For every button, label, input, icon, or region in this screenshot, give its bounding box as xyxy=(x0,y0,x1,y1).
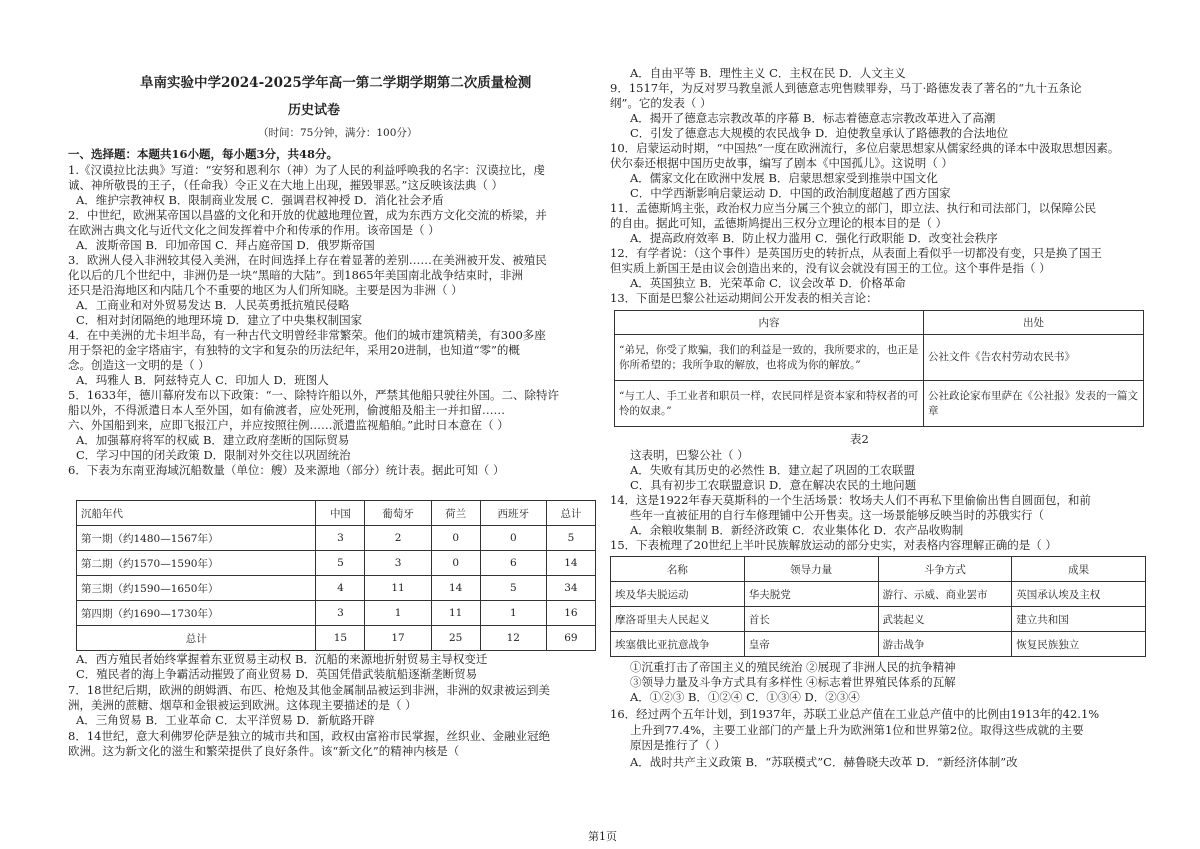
table-cell: 34 xyxy=(546,576,595,601)
text-line: 6．下表为东南亚海域沉船数量（单位：艘）及来源地（部分）统计表。据此可知（ ） xyxy=(68,463,505,477)
table-cell: 第四期（约1690—1730年） xyxy=(77,601,316,626)
table-row xyxy=(615,335,1144,381)
text-line: 但实质上新国王是由议会创造出来的，没有议会就没有国王的工位。这个事件是指（ ） xyxy=(610,261,1051,275)
text-line: 这表明，巴黎公社（ ） xyxy=(630,448,749,462)
text-line: C．中学西渐影响启蒙运动 D．中国的政治制度超越了西方国家 xyxy=(630,186,951,200)
table-header-cell: 总计 xyxy=(546,501,595,526)
text-line: 船以外，不得派遣日本人至外国，如有偷渡者，应处死刑，偷渡船及船主一并扣留…… xyxy=(68,403,505,417)
table-row xyxy=(77,576,596,601)
text-line: A．西方殖民者始终掌握着东亚贸易主动权 B．沉船的来源地折射贸易主导权变迁 xyxy=(76,652,488,666)
text-line: 欧洲。这为新文化的滋生和繁荣提供了良好条件。该“新文化”的精神内核是（ xyxy=(68,744,460,758)
table-header-cell: 斗争方式 xyxy=(878,557,1012,582)
page-number: 第1页 xyxy=(588,830,617,843)
table-cell: 恢复民族独立 xyxy=(1012,632,1146,657)
table-cell: 公社政论家布里萨在《公社报》发表的一篇文章 xyxy=(924,381,1144,427)
text-line: 1.《汉谟拉比法典》写道：“安努和恩利尔（神）为了人民的利益呼唤我的名字：汉谟拉比，虔 xyxy=(68,163,545,177)
text-line: A．提高政府效率 B．防止权力滥用 C．强化行政职能 D．改变社会秩序 xyxy=(630,231,998,245)
table-cell: 5 xyxy=(316,551,365,576)
text-line: 5．1633年，德川幕府发布以下政策：“一、除特许船以外，严禁其他船只驶往外国。二、除特许 xyxy=(68,388,559,402)
text-line: A．儒家文化在欧洲中发展 B．启蒙思想家受到推崇中国文化 xyxy=(630,171,938,185)
table-cell: 1 xyxy=(480,601,546,626)
text-line: 4．在中美洲的尤卡坦半岛，有一种古代文明曾经非常繁荣。他们的城市建筑精美，有300多座 xyxy=(68,328,546,342)
text-line: 14．这是1922年春天莫斯科的一个生活场景：牧场夫人们不再私下里偷偷出售自圆面包，和前 xyxy=(610,493,1091,507)
table-cell: 17 xyxy=(365,626,431,651)
text-line: A．失败有其历史的必然性 B．建立起了巩固的工农联盟 xyxy=(630,463,915,477)
table-caption: 表2 xyxy=(850,432,869,446)
table-header-row xyxy=(77,501,596,526)
table-header-cell: 成果 xyxy=(1012,557,1146,582)
text-line: 11．孟德斯鸠主张，政治权力应当分属三个独立的部门，即立法、执行和司法部门，以保障公民 xyxy=(610,201,1097,215)
text-line: 的自由。据此可知，孟德斯鸠提出三权分立理论的根本目的是（ ） xyxy=(610,216,948,230)
table-row xyxy=(611,607,1146,632)
text-line: C．引发了德意志大规模的农民战争 D．迫使教皇承认了路德教的合法地位 xyxy=(630,126,1009,140)
table-cell: 15 xyxy=(316,626,365,651)
text-line: 16．经过两个五年计划，到1937年，苏联工业总产值在工业总产值中的比例由1913年的42.1% xyxy=(610,707,1100,721)
table-cell: 3 xyxy=(365,551,431,576)
text-line: 15．下表梳理了20世纪上半叶民族解放运动的部分史实，对表格内容理解正确的是（ ） xyxy=(610,538,1057,552)
text-line: A．维护宗教神权 B．限制商业发展 C．强调君权神授 D．消化社会矛盾 xyxy=(76,193,444,207)
table-total-row xyxy=(77,626,596,651)
table-header-cell: 出处 xyxy=(924,311,1144,335)
text-line: 在欧洲古典文化与近代文化之间发挥着中介和传承的作用。该帝国是（ ） xyxy=(68,223,440,237)
text-line: 8．14世纪，意大利佛罗伦萨是独立的城市共和国，政权由富裕市民掌握，丝织业、金融业冠绝 xyxy=(68,729,550,743)
table-cell: 16 xyxy=(546,601,595,626)
table-row xyxy=(611,632,1146,657)
table-cell: 1 xyxy=(365,601,431,626)
table-cell: 总计 xyxy=(77,626,316,651)
text-line: A．波斯帝国 B．印加帝国 C．拜占庭帝国 D．俄罗斯帝国 xyxy=(76,238,375,252)
text-line: 纲”。它的发表（ ） xyxy=(610,96,712,110)
text-line: 上升到77.4%，主要工业部门的产量上升为欧洲第1位和世界第2位。取得这些成就的主要 xyxy=(630,723,1084,737)
text-line: 六、外国船到来，应即飞报江户，并应按照往例……派遣监视船舶。”此时日本意在（ ） xyxy=(68,418,509,432)
table-cell: 14 xyxy=(546,551,595,576)
table-cell: 第二期（约1570—1590年） xyxy=(77,551,316,576)
table-header-row xyxy=(611,557,1146,582)
text-line: 些年一直被征用的自行车修理铺中公开售卖。这一场景能够反映当时的苏俄实行（ xyxy=(630,508,1044,522)
table-cell: 公社文件《告农村劳动农民书》 xyxy=(924,335,1144,381)
table-cell: 3 xyxy=(316,526,365,551)
text-line: A．揭开了德意志宗教改革的序幕 B．标志着德意志宗教改革进入了高潮 xyxy=(630,111,996,125)
table-cell: 2 xyxy=(365,526,431,551)
table-cell: 游击战争 xyxy=(878,632,1012,657)
table-cell: 埃塞俄比亚抗意战争 xyxy=(611,632,745,657)
table-cell: 0 xyxy=(431,551,480,576)
text-line: 伏尔泰还根据中国历史故事，编写了剧本《中国孤儿》。这说明（ ） xyxy=(610,156,953,170)
table-cell: 英国承认埃及主权 xyxy=(1012,582,1146,607)
text-line: C．具有初步工农联盟意识 D．意在解决农民的土地问题 xyxy=(630,478,917,492)
table-cell: 建立共和国 xyxy=(1012,607,1146,632)
text-line: 还只是沿海地区和内陆几个不重要的地区为人们所知晓。主要是因为非洲（ ） xyxy=(68,283,463,297)
text-line: 2．中世纪，欧洲某帝国以昌盛的文化和开放的优越地理位置，成为东西方文化交流的桥梁，并 xyxy=(68,208,547,222)
text-line: ③领导力量及斗争方式具有多样性 ④标志着世界殖民体系的瓦解 xyxy=(630,675,956,689)
table-cell: 5 xyxy=(480,576,546,601)
table-cell: 0 xyxy=(431,526,480,551)
shipwreck-table xyxy=(76,500,596,651)
table-cell: 首长 xyxy=(744,607,878,632)
text-line: A．加强幕府将军的权威 B．建立政府垄断的国际贸易 xyxy=(76,433,350,447)
table-cell: 皇帝 xyxy=(744,632,878,657)
text-line: 用于祭祀的金字塔庙宇，有独特的文字和复杂的历法纪年，采用20进制，也知道“零”的概 xyxy=(68,343,520,357)
text-line: 13．下面是巴黎公社运动期间公开发表的相关言论： xyxy=(610,291,878,305)
table-header-cell: 领导力量 xyxy=(744,557,878,582)
table-cell: 5 xyxy=(546,526,595,551)
table-row xyxy=(615,381,1144,427)
exam-title: 阜南实验中学2024-2025学年高一第二学期学期第二次质量检测 xyxy=(140,75,532,91)
text-line: 诚、神所敬畏的王子，（任命我）令正义在大地上出现，摧毁罪恶。”这反映该法典（ ） xyxy=(68,178,504,192)
subject-title: 历史试卷 xyxy=(288,103,341,118)
text-line: 化以后的几个世纪中，非洲仍是一块“黑暗的大陆”。到1865年美国南北战争结束时，非洲 xyxy=(68,268,524,282)
text-line: ①沉重打击了帝国主义的殖民统治 ②展现了非洲人民的抗争精神 xyxy=(630,660,956,674)
text-line: 9．1517年，为反对罗马教皇派人到德意志兜售赎罪券，马丁·路德发表了著名的“九十五条论 xyxy=(610,81,1082,95)
table-cell: 6 xyxy=(480,551,546,576)
exam-meta: （时间：75分钟，满分：100分） xyxy=(258,127,418,139)
table-cell: “与工人、手工业者和职员一样，农民同样是资本家和特权者的可怜的奴隶。” xyxy=(615,381,924,427)
text-line: A．英国独立 B．光荣革命 C．议会改革 D．价格革命 xyxy=(630,276,906,290)
table-cell: 69 xyxy=(546,626,595,651)
table-cell: “弟兄，你受了欺骗，我们的利益是一致的，我所要求的，也正是你所希望的；我所争取的解放，也将成为你的解放。” xyxy=(615,335,924,381)
table-cell: 3 xyxy=(316,601,365,626)
text-line: 12．有学者说：（这个事件）是英国历史的转折点，从表面上看似乎一切都没有变，只是换了国王 xyxy=(610,246,1102,260)
table-header-cell: 名称 xyxy=(611,557,745,582)
table-cell: 第一期（约1480—1567年） xyxy=(77,526,316,551)
text-line: C．相对封闭隔绝的地理环境 D．建立了中央集权制国家 xyxy=(76,313,363,327)
table-cell: 第三期（约1590—1650年） xyxy=(77,576,316,601)
table-header-row xyxy=(615,311,1144,335)
table-header-cell: 内容 xyxy=(615,311,924,335)
table-cell: 华夫脱党 xyxy=(744,582,878,607)
table-cell: 武装起义 xyxy=(878,607,1012,632)
table-header-cell: 沉船年代 xyxy=(77,501,316,526)
text-line: 3．欧洲人侵入非洲较其侵入美洲，在时间选择上存在着显著的差别……在美洲被开发、被殖民 xyxy=(68,253,547,267)
table-cell: 游行、示威、商业罢市 xyxy=(878,582,1012,607)
text-line: 7．18世纪后期，欧洲的朗姆酒、布匹、枪炮及其他金属制品被运到非洲，非洲的奴隶被运到美 xyxy=(68,683,550,697)
table-cell: 14 xyxy=(431,576,480,601)
table-header-cell: 荷兰 xyxy=(431,501,480,526)
text-line: 念。创造这一文明的是（ ） xyxy=(68,358,210,372)
text-line: A．自由平等 B．理性主义 C．主权在民 D．人文主义 xyxy=(630,66,906,80)
text-line: A．工商业和对外贸易发达 B．人民英勇抵抗殖民侵略 xyxy=(76,298,350,312)
table-cell: 4 xyxy=(316,576,365,601)
text-line: A．三角贸易 B．工业革命 C．太平洋贸易 D．新航路开辟 xyxy=(76,713,375,727)
table-cell: 埃及华夫脱运动 xyxy=(611,582,745,607)
table-cell: 25 xyxy=(431,626,480,651)
table-row xyxy=(77,551,596,576)
text-line: A．①②③ B．①②④ C．①③④ D．②③④ xyxy=(630,690,860,704)
text-line: 10．启蒙运动时期，“中国热”一度在欧洲流行，多位启蒙思想家从儒家经典的译本中汲取思想因素。 xyxy=(610,141,1120,155)
table-row xyxy=(611,582,1146,607)
text-line: 洲，美洲的蔗糖、烟草和金银被运到欧洲。这体现主要描述的是（ ） xyxy=(68,698,417,712)
table-cell: 11 xyxy=(365,576,431,601)
table-cell: 0 xyxy=(480,526,546,551)
text-line: A．战时共产主义政策 B．“苏联模式”C．赫鲁晓夫改革 D．“新经济体制”改 xyxy=(630,755,1018,769)
table-cell: 12 xyxy=(480,626,546,651)
text-line: A．玛雅人 B．阿兹特克人 C．印加人 D．班图人 xyxy=(76,373,329,387)
text-line: A．余粮收集制 B．新经济政策 C．农业集体化 D．农产品收购制 xyxy=(630,523,964,537)
text-line: C．殖民者的海上争霸活动摧毁了商业贸易 D．英国凭借武装航船逐渐垄断贸易 xyxy=(76,667,478,681)
table-header-cell: 葡萄牙 xyxy=(365,501,431,526)
table-header-cell: 西班牙 xyxy=(480,501,546,526)
text-line: C．学习中国的闭关政策 D．限制对外交往以巩固统治 xyxy=(76,448,351,462)
text-line: 原因是推行了（ ） xyxy=(630,738,726,752)
table-cell: 摩洛哥里夫人民起义 xyxy=(611,607,745,632)
table-row xyxy=(77,526,596,551)
table-row xyxy=(77,601,596,626)
liberation-table xyxy=(610,556,1146,657)
section-heading: 一、选择题：本题共16小题，每小题3分，共48分。 xyxy=(68,147,339,161)
table-header-cell: 中国 xyxy=(316,501,365,526)
table-cell: 11 xyxy=(431,601,480,626)
commune-table xyxy=(614,310,1144,427)
